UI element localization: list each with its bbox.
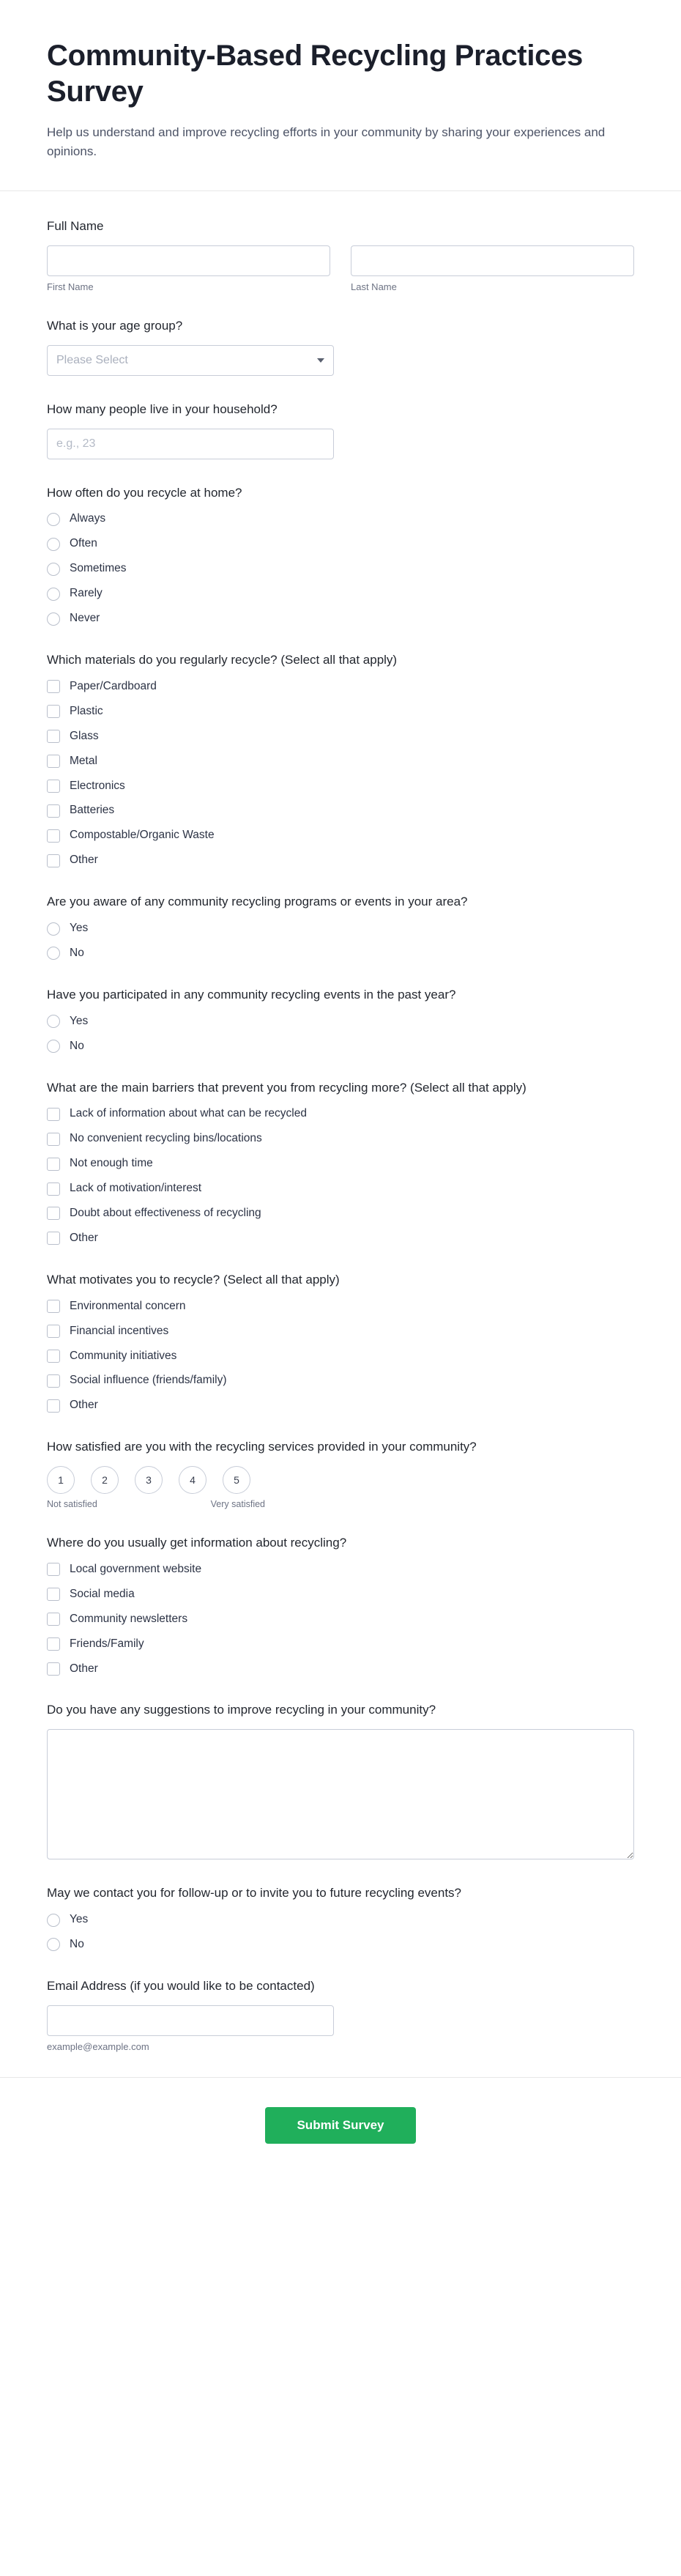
scale-option-2[interactable]: 2 [91, 1466, 119, 1494]
option-label: Rarely [70, 587, 103, 600]
radio-option[interactable] [47, 611, 634, 626]
motivates-label: What motivates you to recycle? (Select all that apply) [47, 1272, 340, 1287]
option-label: Friends/Family [70, 1637, 144, 1650]
option-label: Plastic [70, 704, 103, 717]
field-materials [47, 651, 634, 868]
motivates-options [47, 1299, 634, 1414]
page-title: Community-Based Recycling Practices Survey [47, 40, 583, 108]
first-name-col [47, 245, 330, 292]
option-label: Community initiatives [70, 1349, 177, 1362]
form-body [0, 191, 681, 2051]
radio-option[interactable] [47, 1912, 634, 1928]
radio-option[interactable] [47, 1937, 634, 1953]
checkbox-icon[interactable] [47, 1108, 60, 1121]
radio-option[interactable] [47, 561, 634, 577]
checkbox-option[interactable] [47, 1637, 634, 1652]
checkbox-icon[interactable] [47, 829, 60, 843]
option-label: Glass [70, 729, 99, 742]
participated-label: Have you participated in any community recycling events in the past year? [47, 987, 456, 1002]
option-label: Other [70, 1231, 98, 1244]
field-motivates [47, 1271, 634, 1413]
checkbox-option[interactable] [47, 1181, 634, 1196]
checkbox-icon[interactable] [47, 1350, 60, 1363]
radio-icon[interactable] [47, 513, 60, 526]
full-name-row [47, 245, 634, 292]
checkbox-option[interactable] [47, 1587, 634, 1602]
checkbox-option[interactable] [47, 853, 634, 868]
checkbox-option[interactable] [47, 729, 634, 744]
email-field[interactable] [47, 2005, 334, 2036]
scale-high-label: Very satisfied [210, 1499, 265, 1510]
option-label: Yes [70, 922, 89, 935]
option-label: Often [70, 537, 97, 550]
radio-icon[interactable] [47, 1914, 60, 1927]
checkbox-option[interactable] [47, 779, 634, 794]
aware-programs-label: Are you aware of any community recycling programs or events in your area? [47, 895, 468, 909]
info-source-label: Where do you usually get information about recycling? [47, 1536, 347, 1550]
option-label: Doubt about effectiveness of recycling [70, 1207, 261, 1220]
materials-options [47, 679, 634, 868]
field-participated [47, 986, 634, 1054]
radio-option[interactable] [47, 586, 634, 602]
field-satisfaction [47, 1438, 634, 1509]
option-label: Local government website [70, 1562, 202, 1575]
radio-option[interactable] [47, 511, 634, 527]
option-label: No convenient recycling bins/locations [70, 1132, 262, 1145]
household-size-input[interactable] [47, 429, 334, 459]
recycle-frequency-label: How often do you recycle at home? [47, 485, 242, 500]
checkbox-icon[interactable] [47, 1563, 60, 1576]
satisfaction-scale [47, 1466, 634, 1509]
checkbox-option[interactable] [47, 828, 634, 843]
participated-options [47, 1014, 634, 1054]
household-size-label: How many people live in your household? [47, 401, 278, 416]
radio-option[interactable] [47, 1014, 634, 1029]
scale-row [47, 1466, 634, 1494]
checkbox-icon[interactable] [47, 1182, 60, 1196]
radio-icon[interactable] [47, 588, 60, 601]
option-label: Yes [70, 1913, 89, 1926]
radio-icon[interactable] [47, 922, 60, 936]
aware-programs-options [47, 921, 634, 961]
contact-followup-options [47, 1912, 634, 1953]
option-label: Never [70, 612, 100, 625]
option-label: Other [70, 1399, 98, 1412]
suggestions-textarea[interactable] [47, 1729, 634, 1859]
checkbox-icon[interactable] [47, 804, 60, 818]
checkbox-icon[interactable] [47, 1399, 60, 1413]
field-recycle-frequency [47, 484, 634, 626]
checkbox-option[interactable] [47, 803, 634, 818]
option-label: Community newsletters [70, 1612, 188, 1625]
email-label: Email Address (if you would like to be contacted) [47, 1978, 315, 1993]
checkbox-icon[interactable] [47, 1662, 60, 1676]
option-label: Sometimes [70, 562, 127, 575]
radio-option[interactable] [47, 1039, 634, 1054]
radio-icon[interactable] [47, 1938, 60, 1951]
option-label: No [70, 1937, 84, 1950]
checkbox-icon[interactable] [47, 755, 60, 768]
checkbox-option[interactable] [47, 1206, 634, 1221]
option-label: No [70, 1039, 84, 1052]
checkbox-option[interactable] [47, 704, 634, 719]
checkbox-icon[interactable] [47, 1300, 60, 1313]
option-label: Social media [70, 1587, 135, 1600]
option-label: Compostable/Organic Waste [70, 829, 215, 842]
option-label: Always [70, 512, 106, 525]
checkbox-icon[interactable] [47, 1158, 60, 1171]
last-name-col [351, 245, 634, 292]
scale-option-5[interactable]: 5 [223, 1466, 250, 1494]
checkbox-icon[interactable] [47, 1325, 60, 1338]
checkbox-icon[interactable] [47, 705, 60, 718]
radio-icon[interactable] [47, 1040, 60, 1053]
radio-option[interactable] [47, 921, 634, 936]
materials-label: Which materials do you regularly recycle? (Select all that apply) [47, 653, 398, 667]
field-suggestions [47, 1701, 634, 1859]
option-label: Environmental concern [70, 1299, 186, 1312]
checkbox-option[interactable] [47, 1612, 634, 1627]
checkbox-option[interactable] [47, 1131, 634, 1147]
radio-icon[interactable] [47, 1015, 60, 1028]
page-subtitle: Help us understand and improve recycling efforts in your community by sharing your experiences and opinions. [47, 125, 606, 158]
field-barriers [47, 1079, 634, 1246]
checkbox-option[interactable] [47, 754, 634, 769]
checkbox-icon[interactable] [47, 1232, 60, 1245]
option-label: Not enough time [70, 1157, 153, 1170]
radio-icon[interactable] [47, 947, 60, 960]
last-name-input[interactable] [351, 245, 634, 276]
scale-low-label: Not satisfied [47, 1499, 97, 1510]
checkbox-icon[interactable] [47, 1133, 60, 1146]
age-group-label: What is your age group? [47, 319, 183, 333]
suggestions-label: Do you have any suggestions to improve recycling in your community? [47, 1703, 436, 1717]
field-email [47, 1977, 634, 2052]
field-contact-followup [47, 1884, 634, 1953]
field-full-name [47, 218, 634, 292]
option-label: No [70, 946, 84, 959]
checkbox-icon[interactable] [47, 730, 60, 743]
option-label: Financial incentives [70, 1324, 169, 1337]
checkbox-icon[interactable] [47, 1374, 60, 1388]
checkbox-option[interactable] [47, 1373, 634, 1388]
age-group-select[interactable] [47, 345, 334, 376]
radio-option[interactable] [47, 946, 634, 961]
field-info-source [47, 1534, 634, 1676]
option-label: Other [70, 1662, 98, 1675]
checkbox-option[interactable] [47, 1324, 634, 1339]
form-footer [0, 2077, 681, 2176]
last-name-sub-label: Last Name [351, 281, 397, 293]
radio-option[interactable] [47, 536, 634, 552]
scale-option-3[interactable]: 3 [135, 1466, 163, 1494]
checkbox-icon[interactable] [47, 854, 60, 867]
barriers-label: What are the main barriers that prevent you from recycling more? (Select all that apply) [47, 1080, 526, 1095]
checkbox-option[interactable] [47, 1562, 634, 1577]
option-label: Lack of motivation/interest [70, 1182, 202, 1195]
option-label: Paper/Cardboard [70, 679, 157, 692]
radio-icon[interactable] [47, 612, 60, 626]
satisfaction-label: How satisfied are you with the recycling services provided in your community? [47, 1440, 477, 1454]
checkbox-option[interactable] [47, 1106, 634, 1122]
option-label: Batteries [70, 804, 115, 817]
email-sub-label: example@example.com [47, 2040, 149, 2052]
barriers-options [47, 1106, 634, 1246]
scale-legend [47, 1499, 267, 1509]
checkbox-option[interactable] [47, 1349, 634, 1364]
checkbox-icon[interactable] [47, 1588, 60, 1601]
checkbox-option[interactable] [47, 1231, 634, 1246]
checkbox-icon[interactable] [47, 680, 60, 693]
recycle-frequency-options [47, 511, 634, 626]
option-label: Social influence (friends/family) [70, 1374, 227, 1387]
radio-icon[interactable] [47, 538, 60, 551]
option-label: Lack of information about what can be recycled [70, 1107, 307, 1120]
first-name-sub-label: First Name [47, 281, 94, 293]
checkbox-icon[interactable] [47, 1637, 60, 1651]
checkbox-option[interactable] [47, 679, 634, 695]
field-aware-programs [47, 893, 634, 961]
contact-followup-label: May we contact you for follow-up or to invite you to future recycling events? [47, 1886, 461, 1900]
radio-icon[interactable] [47, 563, 60, 576]
option-label: Electronics [70, 779, 125, 792]
checkbox-option[interactable] [47, 1156, 634, 1172]
form-header [0, 0, 681, 191]
info-source-options [47, 1562, 634, 1677]
scale-option-1[interactable]: 1 [47, 1466, 75, 1494]
checkbox-icon[interactable] [47, 780, 60, 793]
scale-option-4[interactable]: 4 [179, 1466, 206, 1494]
first-name-input[interactable] [47, 245, 330, 276]
field-household-size [47, 401, 634, 459]
checkbox-option[interactable] [47, 1662, 634, 1677]
full-name-label: Full Name [47, 219, 104, 234]
checkbox-icon[interactable] [47, 1613, 60, 1626]
option-label: Other [70, 854, 98, 867]
option-label: Yes [70, 1014, 89, 1027]
submit-survey-button[interactable]: Submit Survey [265, 2107, 416, 2144]
checkbox-option[interactable] [47, 1299, 634, 1314]
option-label: Metal [70, 754, 97, 767]
field-age-group [47, 317, 634, 376]
checkbox-icon[interactable] [47, 1207, 60, 1220]
age-group-select-wrap [47, 345, 334, 376]
checkbox-option[interactable] [47, 1398, 634, 1413]
